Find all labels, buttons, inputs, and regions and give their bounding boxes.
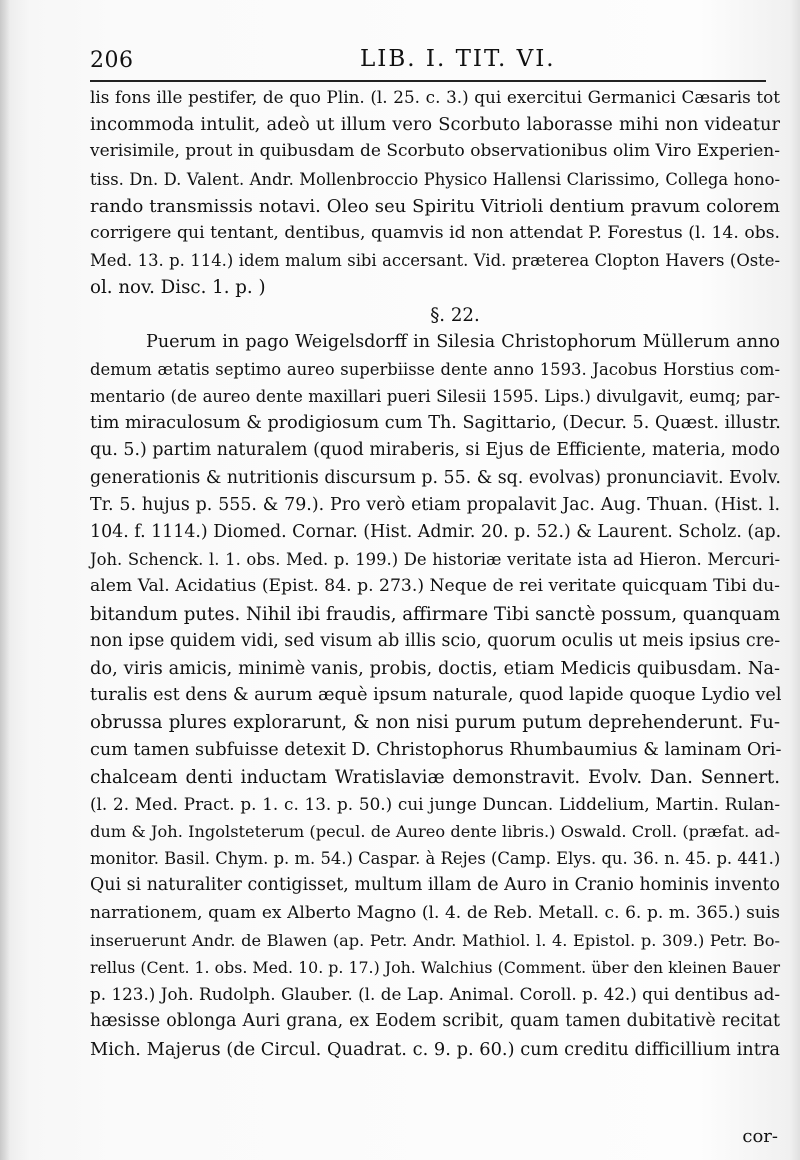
running-head: LIB. I. TIT. VI. xyxy=(360,46,556,72)
text-line: monitor. Basil. Chym. p. m. 54.) Caspar. à Rejes (Camp. Elys. qu. 36. n. 45. p. 441.) xyxy=(90,849,781,869)
text-line: (l. 2. Med. Pract. p. 1. c. 13. p. 50.) cui junge Duncan. Liddelium, Martin. Rulan- xyxy=(90,793,780,814)
text-line: Joh. Schenck. l. 1. obs. Med. p. 199.) De historiæ veritate ista ad Hieron. Mercuri- xyxy=(90,550,780,570)
text-line: Med. 13. p. 114.) idem malum sibi accersant. Vid. præterea Clopton Havers (Oste- xyxy=(90,251,780,271)
page-gutter-shadow xyxy=(0,0,10,1160)
text-line: verisimile, prout in quibusdam de Scorbuto observationibus olim Viro Experien- xyxy=(90,141,780,162)
text-line: lis fons ille pestifer, de quo Plin. (l. 25. c. 3.) qui exercitui Germanici Cæsaris tot xyxy=(90,87,780,107)
text-line: narrationem, quam ex Alberto Magno (l. 4. de Reb. Metall. c. 6. p. m. 365.) suis xyxy=(90,902,780,923)
text-line: generationis & nutritionis discursum p. 55. & sq. evolvas) pronunciavit. Evolv. xyxy=(90,467,781,488)
text-line: dum & Joh. Ingolsteterum (pecul. de Aureo dente libris.) Oswald. Croll. (præfat. ad- xyxy=(90,822,780,842)
page-header xyxy=(90,42,766,80)
text-line: rellus (Cent. 1. obs. Med. 10. p. 17.) Joh. Walchius (Comment. über den kleinen Bauer xyxy=(90,958,780,977)
text-line: cum tamen subfuisse detexit D. Christophorus Rhumbaumius & laminam Ori- xyxy=(90,739,782,760)
body-text xyxy=(90,84,780,1063)
catchword: cor- xyxy=(742,1126,778,1147)
text-line: tiss. Dn. D. Valent. Andr. Mollenbroccio Physico Hallensi Clarissimo, Collega hono- xyxy=(90,169,780,189)
text-line: Mich. Majerus (de Circul. Quadrat. c. 9. p. 60.) cum creditu difficillium intra xyxy=(90,1038,780,1060)
page-number: 206 xyxy=(90,48,134,73)
text-line: p. 123.) Joh. Rudolph. Glauber. (l. de Lap. Animal. Coroll. p. 42.) qui dentibus ad- xyxy=(90,984,780,1005)
text-line: tim miraculosum & prodigiosum cum Th. Sagittario, (Decur. 5. Quæst. illustr. xyxy=(90,413,781,434)
text-line: non ipse quidem vidi, sed visum ab illis scio, quorum oculis ut meis ipsius cre- xyxy=(90,630,781,651)
text-line: incommoda intulit, adeò ut illum vero Scorbuto laborasse mihi non videatur xyxy=(90,114,780,136)
text-line: do, viris amicis, minimè vanis, probis, doctis, etiam Medicis quibusdam. Na- xyxy=(90,657,780,679)
text-line: Puerum in pago Weigelsdorff in Silesia Christophorum Müllerum anno xyxy=(146,331,780,352)
text-line: corrigere qui tentant, dentibus, quamvis id non attendat P. Forestus (l. 14. obs. xyxy=(90,222,780,243)
text-line: hæsisse oblonga Auri grana, ex Eodem scribit, quam tamen dubitativè recitat xyxy=(90,1011,780,1032)
text-line: mentario (de aureo dente maxillari pueri Silesii 1595. Lips.) divulgavit, eumq; par- xyxy=(90,387,780,407)
section-heading: §. 22. xyxy=(430,304,480,326)
text-line: inseruerunt Andr. de Blawen (ap. Petr. Andr. Mathiol. l. 4. Epistol. p. 309.) Petr. Bo- xyxy=(90,930,780,950)
text-line: Qui si naturaliter contigisset, multum illam de Auro in Cranio hominis invento xyxy=(90,875,780,896)
text-line: chalceam denti inductam Wratislaviæ demonstravit. Evolv. Dan. Sennert. xyxy=(90,766,780,788)
text-line: rando transmissis notavi. Oleo seu Spiritu Vitrioli dentium pravum colorem xyxy=(90,195,780,217)
text-line: alem Val. Acidatius (Epist. 84. p. 273.) Neque de rei veritate quicquam Tibi du- xyxy=(90,576,780,597)
text-line: bitandum putes. Nihil ibi fraudis, affirmare Tibi sanctè possum, quanquam xyxy=(90,603,781,625)
text-line: demum ætatis septimo aureo superbiisse dente anno 1593. Jacobus Horstius com- xyxy=(90,359,780,379)
text-line: Tr. 5. hujus p. 555. & 79.). Pro verò etiam propalavit Jac. Aug. Thuan. (Hist. l. xyxy=(90,494,780,515)
text-line: ol. nov. Disc. 1. p. ) xyxy=(90,277,266,299)
text-line: turalis est dens & aurum æquè ipsum naturale, quod lapide quoque Lydio vel xyxy=(90,685,782,706)
text-line: obrussa plures explorarunt, & non nisi purum putum deprehenderunt. Fu- xyxy=(90,712,780,734)
header-rule xyxy=(90,80,766,82)
text-line: qu. 5.) partim naturalem (quod miraberis, si Ejus de Efficiente, materia, modo xyxy=(90,440,780,461)
text-line: 104. f. 1114.) Diomed. Cornar. (Hist. Admir. 20. p. 52.) & Laurent. Scholz. (ap. xyxy=(90,522,782,542)
